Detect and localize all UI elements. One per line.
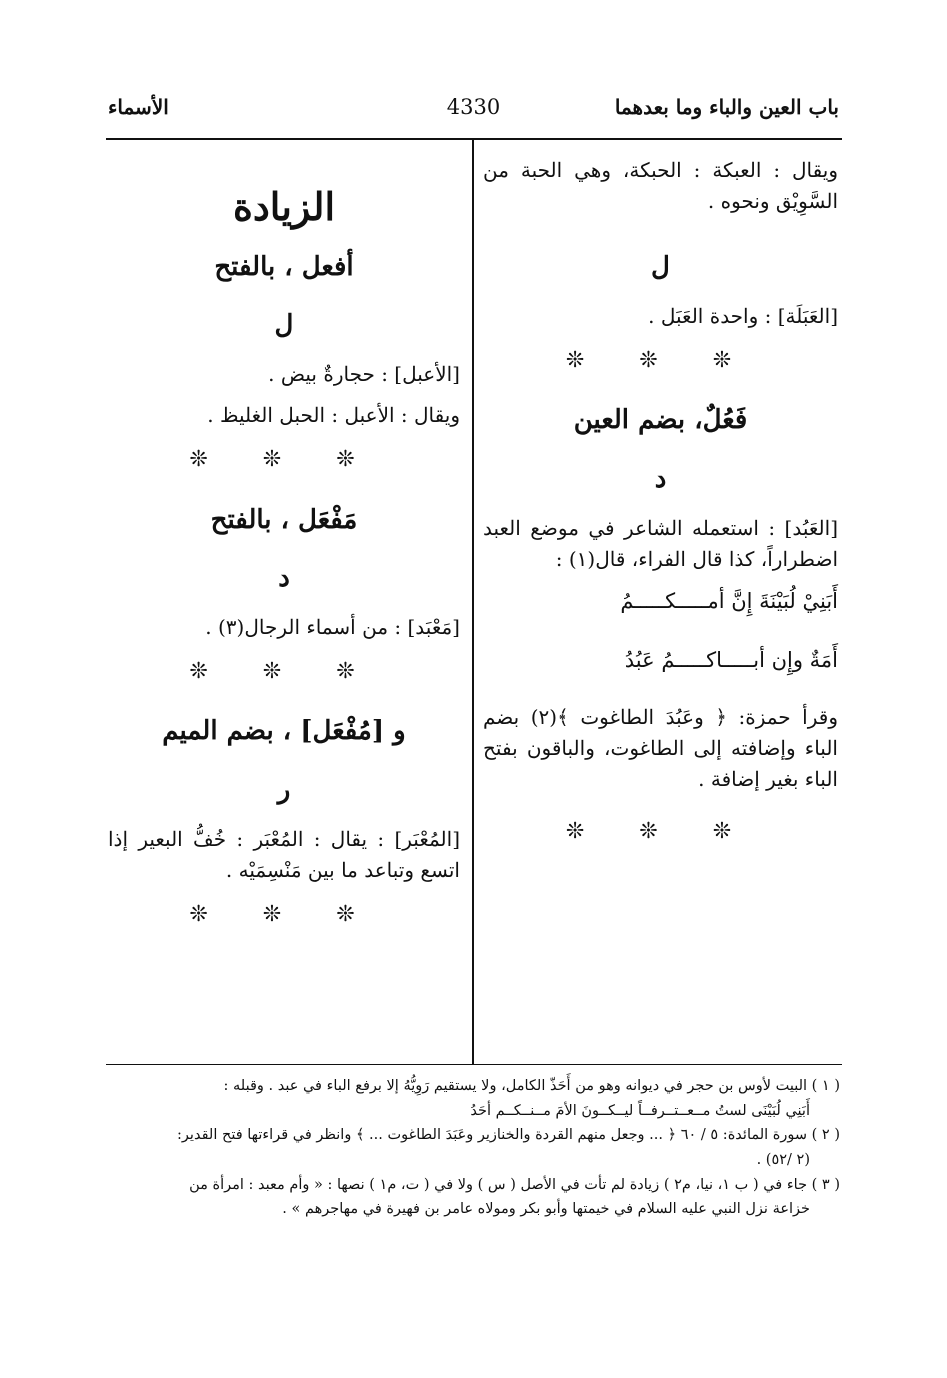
separator-stars: ❊ ❊ ❊ <box>565 819 756 845</box>
separator-stars: ❊ ❊ ❊ <box>189 447 379 473</box>
letter-heading: د <box>278 562 290 593</box>
letter-heading: ر <box>277 774 291 805</box>
paragraph: [الأعبل] : حجارةٌ بيض . <box>268 362 460 387</box>
paragraph: ويقال : الأعبل : الحبل الغليظ . <box>207 403 460 428</box>
footnote-3: ( ٣ ) جاء في ( ب ١، نيا، م٢ ) زيادة لم تأت في الأصل ( س ) ولا في ( ت، م١ ) نصها : « وأم معبد : امرأة من <box>189 1176 840 1193</box>
chapter-title: باب العين والباء وما بعدهما <box>614 95 839 119</box>
page-header <box>0 95 947 131</box>
section-heading: فَعُلٌ، بضم العين <box>573 405 748 436</box>
footnote-2-cont: (٢ /٥٢) . <box>756 1151 810 1168</box>
letter-heading: د <box>654 463 667 494</box>
section-title: الأسماء <box>108 95 169 119</box>
left-column <box>108 178 460 954</box>
separator-stars: ❊ ❊ ❊ <box>189 901 379 927</box>
right-column <box>483 155 838 871</box>
paragraph: [مَعْبَد] : من أسماء الرجال(٣) . <box>205 615 460 640</box>
paragraph: ويقال : العبكة : الحبكة، وهي الحبة من السَّوِيْق ونحوه . <box>483 158 838 213</box>
section-heading: و [مُفْعَل] ، بضم الميم <box>162 716 406 747</box>
letter-heading: ل <box>274 310 294 341</box>
paragraph: [المُعْبَر] : يقال : المُعْبَر : خُفُّ البعير إذا اتسع وتباعد ما بين مَنْسِمَيْه . <box>108 826 460 882</box>
section-heading: أفعل ، بالفتح <box>214 251 354 282</box>
section-heading: مَفْعَل ، بالفتح <box>210 504 358 535</box>
footnote-rule <box>106 1064 842 1065</box>
paragraph: [العَبُد] : استعمله الشاعر في موضع العبد اضطراراً، كذا قال الفراء، قال(١) : <box>483 515 838 571</box>
footnote-1-verse: أَبَنِي لُبَيْنَى لستُ مــعــتــرفــاً ليــكــونَ الأمَ مــنــكــم أحَدُ <box>470 1102 810 1119</box>
page-number: 4330 <box>446 95 501 119</box>
footnote-2: ( ٢ ) سورة المائدة: ٥ / ٦٠ ﴿ ... وجعل منهم القردة والخنازير وعَبَدَ الطاغوت ... ﴾ وانظر في قراءتها فتح القدير: <box>177 1127 840 1144</box>
footnote-3-cont: خزاعة نزل النبي عليه السلام في خيمتها وأبو بكر ومولاه عامر بن فهيرة في مهاجرهم » . <box>282 1201 810 1218</box>
letter-heading: ل <box>651 252 670 282</box>
footnote-1: ( ١ ) البيت لأوس بن حجر في ديوانه وهو من أَحَذّ الكامل، ولا يستقيم رَوِيُّهُ إلا برفع الباء في عبد . وقبله : <box>223 1078 840 1094</box>
main-title: الزيادة <box>232 184 336 229</box>
separator-stars: ❊ ❊ ❊ <box>565 348 756 374</box>
paragraph: وقرأ حمزة: ﴿ وعَبُدَ الطاغوت ﴾(٢) بضم الباء وإضافته إلى الطاغوت، والباقون بفتح الباء بغير إضافة . <box>483 705 838 792</box>
footnotes <box>108 1074 840 1222</box>
verse-line: أَبَنِيْ لُبَيْنَةَ إِنَّ أمـــــكـــــمُ <box>620 588 838 613</box>
column-divider <box>472 138 474 1064</box>
separator-stars: ❊ ❊ ❊ <box>189 659 379 685</box>
verse-line: أَمَةٌ وإِن أبـــــاكـــــمُ عَبُدُ <box>624 647 838 672</box>
paragraph: [العَبَلَة] : واحدة العَبَل . <box>648 304 838 329</box>
header-rule <box>106 138 842 140</box>
